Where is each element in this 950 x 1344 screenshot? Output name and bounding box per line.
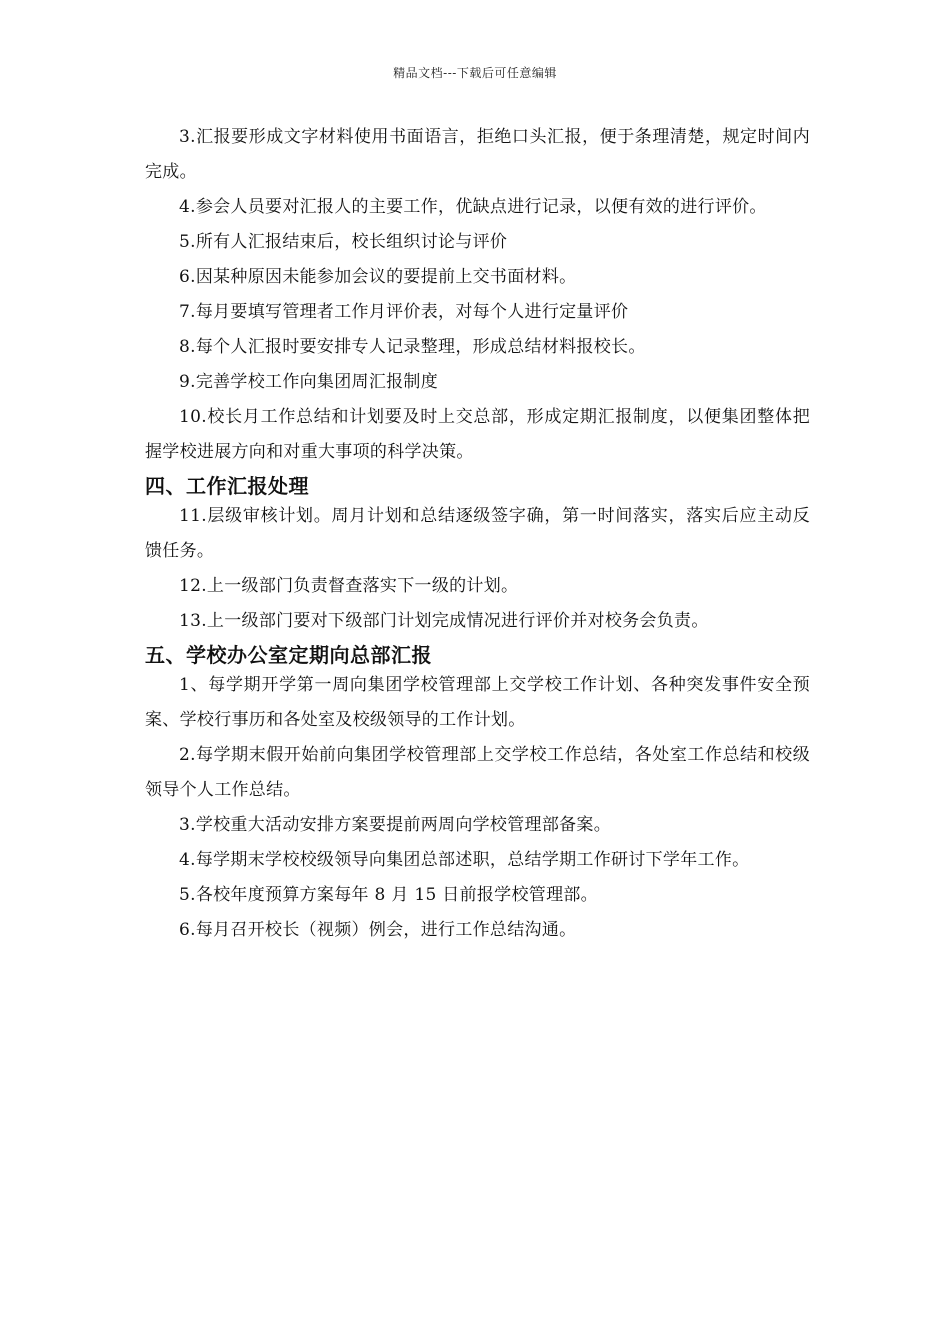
list-item: 3.汇报要形成文字材料使用书面语言，拒绝口头汇报，便于条理清楚，规定时间内完成。 <box>145 127 810 182</box>
section-heading-4: 四、工作汇报处理 <box>145 474 309 498</box>
section-intro-list <box>145 120 810 470</box>
list-item: 1、每学期开学第一周向集团学校管理部上交学校工作计划、各种突发事件安全预案、学校行事历和各处室及校级领导的工作计划。 <box>145 675 810 730</box>
list-item: 5.所有人汇报结束后，校长组织讨论与评价 <box>179 232 508 252</box>
section-5-list <box>145 668 810 948</box>
list-item: 3.学校重大活动安排方案要提前两周向学校管理部备案。 <box>179 815 612 835</box>
list-item: 4.参会人员要对汇报人的主要工作，优缺点进行记录，以便有效的进行评价。 <box>179 197 767 217</box>
list-item: 4.每学期末学校校级领导向集团总部述职，总结学期工作研讨下学年工作。 <box>179 850 750 870</box>
list-item: 13.上一级部门要对下级部门计划完成情况进行评价并对校务会负责。 <box>179 611 709 631</box>
page-header: 精品文档---下载后可任意编辑 <box>393 66 557 80</box>
list-item: 5.各校年度预算方案每年 8 月 15 日前报学校管理部。 <box>179 885 598 905</box>
list-item: 9.完善学校工作向集团周汇报制度 <box>179 372 439 392</box>
list-item: 12.上一级部门负责督查落实下一级的计划。 <box>179 576 519 596</box>
section-4-list <box>145 499 810 639</box>
list-item: 6.因某种原因未能参加会议的要提前上交书面材料。 <box>179 267 577 287</box>
list-item: 10.校长月工作总结和计划要及时上交总部，形成定期汇报制度，以便集团整体把握学校进展方向和对重大事项的科学决策。 <box>145 407 810 462</box>
list-item: 7.每月要填写管理者工作月评价表，对每个人进行定量评价 <box>179 302 629 322</box>
list-item: 6.每月召开校长（视频）例会，进行工作总结沟通。 <box>179 920 577 940</box>
list-item: 11.层级审核计划。周月计划和总结逐级签字确，第一时间落实，落实后应主动反馈任务。 <box>145 506 810 561</box>
list-item: 2.每学期末假开始前向集团学校管理部上交学校工作总结，各处室工作总结和校级领导个人工作总结。 <box>145 745 810 800</box>
list-item: 8.每个人汇报时要安排专人记录整理，形成总结材料报校长。 <box>179 337 646 357</box>
section-heading-5: 五、学校办公室定期向总部汇报 <box>145 643 432 667</box>
document-body <box>145 120 810 948</box>
